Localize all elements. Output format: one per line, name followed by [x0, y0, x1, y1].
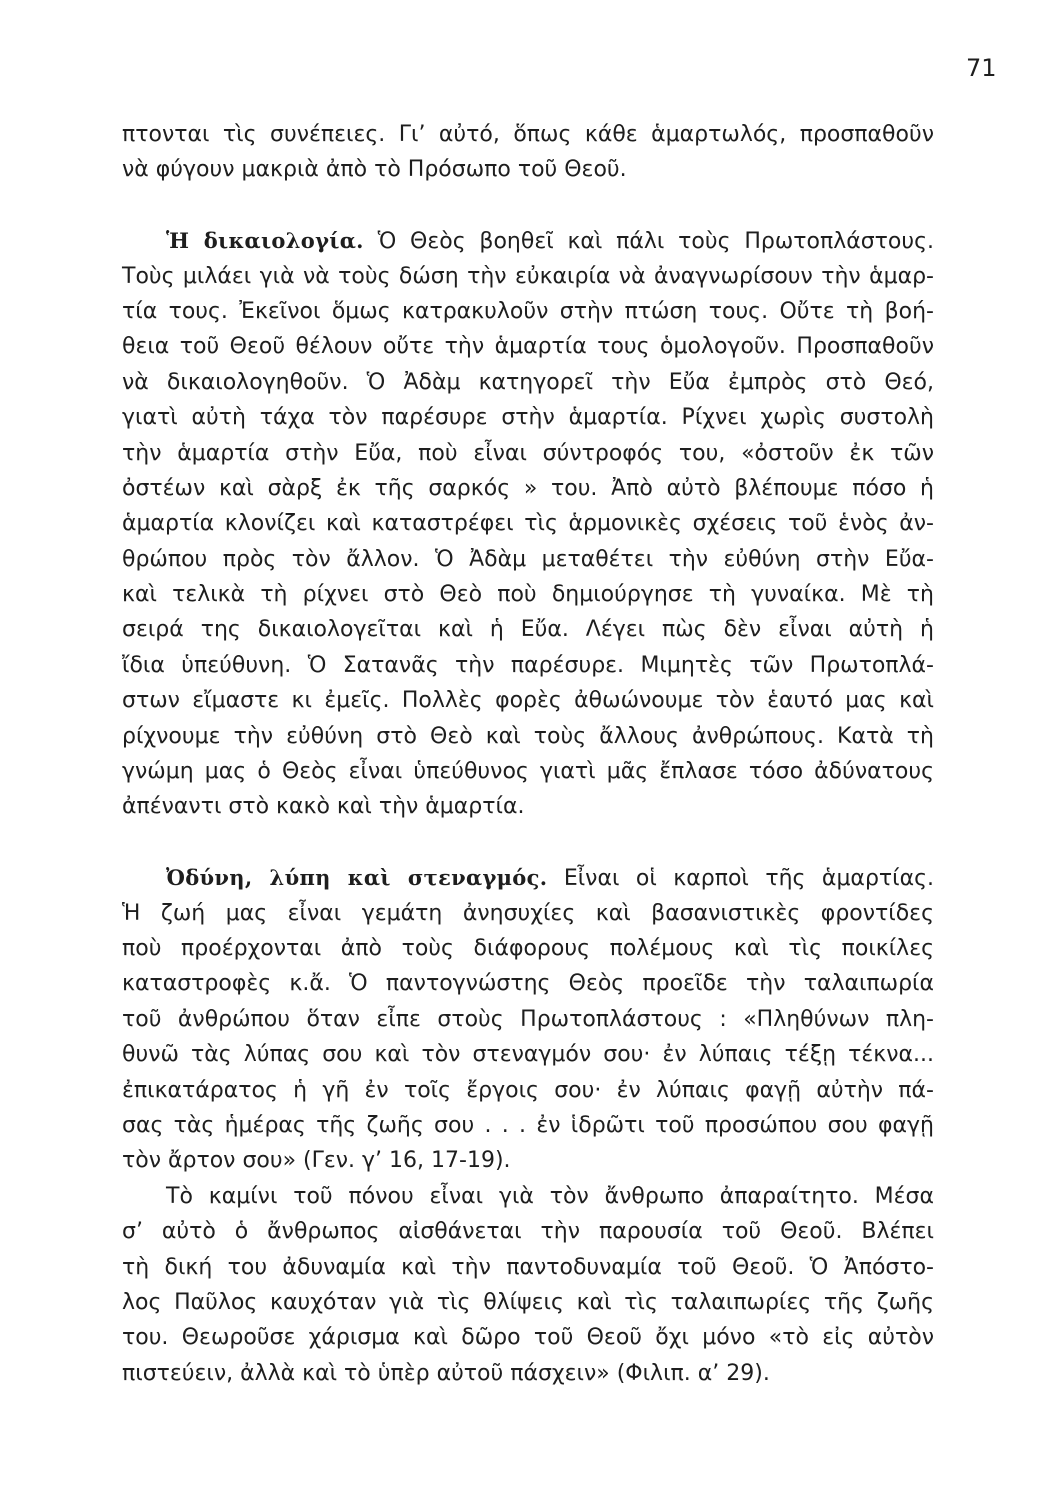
text-line: σειρά της δικαιολογεῖται καὶ ἡ Εὔα. Λέγει πὼς δὲν εἶναι αὐτὴ ἡ	[122, 617, 934, 643]
text-line: τοῦ ἀνθρώπου ὅταν εἶπε στοὺς Πρωτοπλάστους : «Πληθύνων πλη-	[122, 1006, 934, 1032]
text-line: θρώπου πρὸς τὸν ἄλλον. Ὁ Ἀδὰμ μεταθέτει τὴν εὐθύνη στὴν Εὔα-	[122, 546, 934, 572]
text-line: γιατὶ αὐτὴ τάχα τὸν παρέσυρε στὴν ἁμαρτία. Ρίχνει χωρὶς συστολὴ	[122, 405, 934, 431]
text-line: του. Θεωροῦσε χάρισμα καὶ δῶρο τοῦ Θεοῦ ὄχι μόνο «τὸ εἰς αὐτὸν	[122, 1325, 934, 1351]
section-heading: Ἡ δικαιολογία.	[166, 228, 364, 254]
text-line: ἁμαρτία κλονίζει καὶ καταστρέφει τὶς ἁρμονικὲς σχέσεις τοῦ ἑνὸς ἀν-	[122, 511, 934, 537]
body-text	[122, 117, 934, 1391]
text-fragment: Εἶναι οἱ καρποὶ τῆς ἁμαρτίας.	[563, 866, 934, 892]
text-line: σ’ αὐτὸ ὁ ἄνθρωπος αἰσθάνεται τὴν παρουσία τοῦ Θεοῦ. Βλέπει	[122, 1219, 934, 1245]
text-line: Ἡ ζωή μας εἶναι γεμάτη ἀνησυχίες καὶ βασανιστικὲς φροντίδες	[122, 900, 934, 926]
text-line: τὴν ἁμαρτία στὴν Εὔα, ποὺ εἶναι σύντροφός του, «ὀστοῦν ἐκ τῶν	[122, 440, 934, 466]
text-line: στων εἴμαστε κι ἐμεῖς. Πολλὲς φορὲς ἀθωώνουμε τὸν ἑαυτό μας καὶ	[122, 688, 934, 714]
paragraph-gap	[122, 825, 934, 860]
text-line: ἴδια ὑπεύθυνη. Ὁ Σατανᾶς τὴν παρέσυρε. Μιμητὲς τῶν Πρωτοπλά-	[122, 652, 934, 678]
text-line: λος Παῦλος καυχόταν γιὰ τὶς θλίψεις καὶ τὶς ταλαιπωρίες τῆς ζωῆς	[122, 1289, 934, 1315]
text-line: τὴ δική του ἀδυναμία καὶ τὴν παντοδυναμία τοῦ Θεοῦ. Ὁ Ἀπόστο-	[122, 1254, 934, 1280]
text-line: ποὺ προέρχονται ἀπὸ τοὺς διάφορους πολέμους καὶ τὶς ποικίλες	[122, 935, 934, 961]
text-line: ἐπικατάρατος ἡ γῆ ἐν τοῖς ἔργοις σου· ἐν λύπαις φαγῇ αὐτὴν πά-	[122, 1077, 934, 1103]
text-line: πιστεύειν, ἀλλὰ καὶ τὸ ὑπὲρ αὐτοῦ πάσχειν» (Φιλιπ. α’ 29).	[122, 1360, 770, 1386]
text-line: Τοὺς μιλάει γιὰ νὰ τοὺς δώση τὴν εὐκαιρία νὰ ἀναγνωρίσουν τὴν ἁμαρ-	[122, 263, 934, 289]
text-fragment: Ὁ Θεὸς βοηθεῖ καὶ πάλι τοὺς Πρωτοπλάστους.	[377, 229, 934, 255]
text-line: νὰ δικαιολογηθοῦν. Ὁ Ἀδὰμ κατηγορεῖ τὴν Εὔα ἐμπρὸς στὸ Θεό,	[122, 369, 934, 395]
text-line: τὸν ἄρτον σου» (Γεν. γ’ 16, 17-19).	[122, 1148, 511, 1174]
text-line: ἀπέναντι στὸ κακὸ καὶ τὴν ἁμαρτία.	[122, 794, 525, 820]
text-line: θεια τοῦ Θεοῦ θέλουν οὔτε τὴν ἁμαρτία τους ὁμολογοῦν. Προσπαθοῦν	[122, 334, 934, 360]
text-line: Τὸ καμίνι τοῦ πόνου εἶναι γιὰ τὸν ἄνθρωπο ἀπαραίτητο. Μέσα	[166, 1183, 934, 1209]
text-line: τία τους. Ἐκεῖνοι ὅμως κατρακυλοῦν στὴν πτώση τους. Οὔτε τὴ βοή-	[122, 298, 934, 324]
text-line: θυνῶ τὰς λύπας σου καὶ τὸν στεναγμόν σου· ἐν λύπαις τέξῃ τέκνα...	[122, 1042, 934, 1068]
text-line: γνώμη μας ὁ Θεὸς εἶναι ὑπεύθυνος γιατὶ μᾶς ἔπλασε τόσο ἀδύνατους	[122, 759, 934, 785]
section-first-line	[122, 860, 934, 895]
text-line: καταστροφὲς κ.ἄ. Ὁ παντογνώστης Θεὸς προεῖδε τὴν ταλαιπωρία	[122, 971, 934, 997]
page-number: 71	[966, 54, 997, 82]
text-line: ὀστέων καὶ σὰρξ ἐκ τῆς σαρκός » του. Ἀπὸ αὐτὸ βλέπουμε πόσο ἡ	[122, 475, 934, 501]
paragraph-gap	[122, 188, 934, 223]
text-line: ρίχνουμε τὴν εὐθύνη στὸ Θεὸ καὶ τοὺς ἄλλους ἀνθρώπους. Κατὰ τὴ	[122, 723, 934, 749]
text-line: νὰ φύγουν μακριὰ ἀπὸ τὸ Πρόσωπο τοῦ Θεοῦ.	[122, 157, 627, 183]
text-line: καὶ τελικὰ τὴ ρίχνει στὸ Θεὸ ποὺ δημιούργησε τὴ γυναίκα. Μὲ τὴ	[122, 582, 934, 608]
text-line: σας τὰς ἡμέρας τῆς ζωῆς σου . . . ἐν ἱδρῶτι τοῦ προσώπου σου φαγῇ	[122, 1112, 934, 1138]
section-heading: Ὀδύνη, λύπη καὶ στεναγμός.	[166, 865, 548, 891]
section-first-line	[122, 223, 934, 258]
text-line: πτονται τὶς συνέπειες. Γι’ αὐτό, ὅπως κάθε ἁμαρτωλός, προσπαθοῦν	[122, 122, 934, 147]
